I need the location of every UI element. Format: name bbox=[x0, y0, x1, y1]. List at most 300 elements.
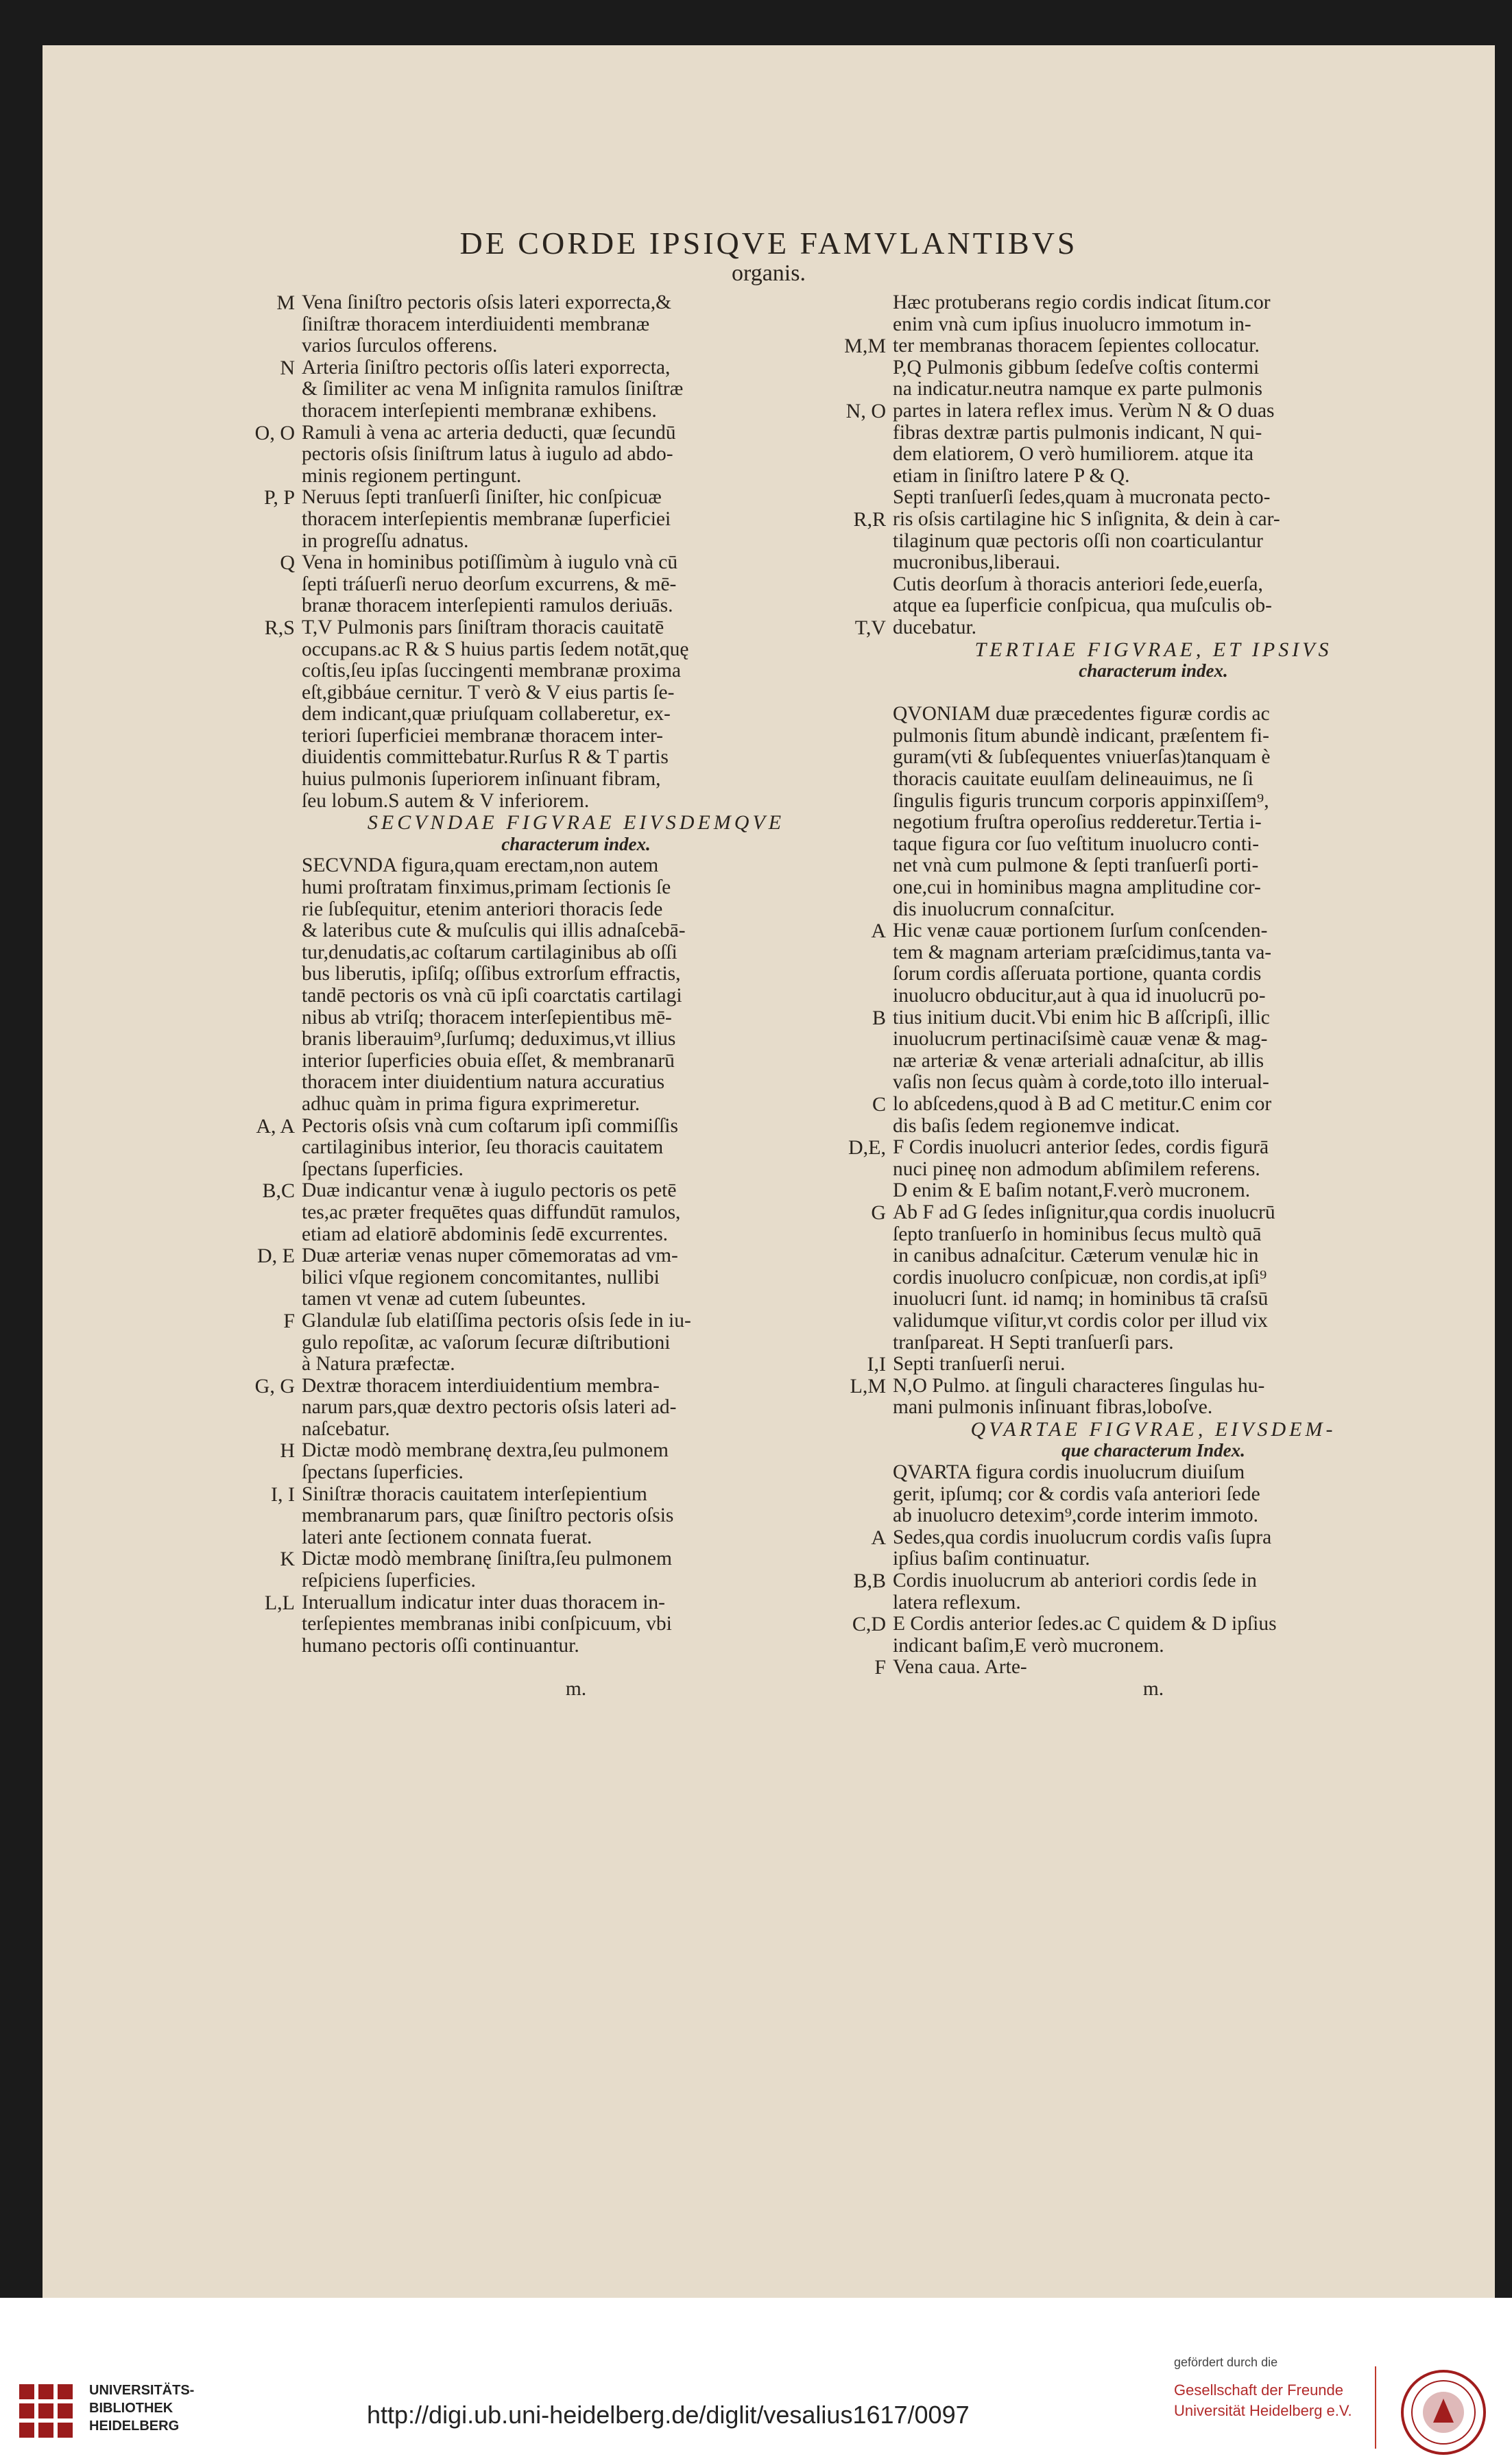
line-text: indicant baſim,E verò mucronem. bbox=[893, 1635, 1164, 1657]
line-text: Vena in hominibus potiſſimùm à iugulo vnà cū bbox=[302, 552, 678, 574]
line-text: F Cordis inuolucri anterior ſedes, cordis figurā bbox=[893, 1137, 1269, 1159]
text-line bbox=[233, 422, 850, 444]
text-line bbox=[811, 1094, 1414, 1116]
line-text: enim vnà cum ipſius inuolucro immotum in- bbox=[893, 313, 1251, 335]
line-text: & ſimiliter ac vena M inſignita ramulos ſiniſtræ bbox=[302, 379, 684, 400]
figure-key-marker bbox=[233, 942, 302, 964]
line-text: ſingulis figuris truncum corporis appinxiſſem⁹, bbox=[893, 790, 1269, 812]
line-text: Glandulæ ſub elatiſſima pectoris oſsis ſede in iu- bbox=[302, 1310, 691, 1332]
figure-key-marker bbox=[811, 1072, 893, 1094]
line-text: naſcebatur. bbox=[302, 1418, 390, 1440]
text-line bbox=[233, 1548, 850, 1570]
line-text: Interuallum indicatur inter duas thoracem in- bbox=[302, 1592, 665, 1613]
figure-key-marker: N, O bbox=[845, 399, 886, 422]
footer-divider bbox=[1375, 2366, 1376, 2449]
text-line bbox=[811, 1310, 1414, 1332]
text-line bbox=[811, 595, 1414, 617]
line-text: T,V Pulmonis pars ſiniſtram thoracis cauitatē bbox=[302, 616, 664, 638]
text-line bbox=[811, 1354, 1414, 1376]
figure-key-marker bbox=[233, 1613, 302, 1635]
figure-key-marker: M bbox=[276, 291, 295, 314]
text-line bbox=[233, 1072, 850, 1094]
text-line bbox=[233, 1613, 850, 1635]
text-line bbox=[233, 1440, 850, 1462]
figure-key-marker bbox=[233, 1527, 302, 1549]
text-line bbox=[811, 574, 1414, 596]
figure-key-marker bbox=[811, 1397, 893, 1419]
text-line bbox=[233, 1376, 850, 1397]
library-name: UNIVERSITÄTS- BIBLIOTHEK HEIDELBERG bbox=[89, 2383, 195, 2434]
text-line bbox=[233, 1007, 850, 1029]
text-line bbox=[811, 920, 1414, 942]
line-text: Siniſtræ thoracis cauitatem interſepientium bbox=[302, 1483, 647, 1505]
page-header: DE CORDE IPSIQVE FAMVLANTIBVS bbox=[459, 226, 1078, 261]
line-text: ſepto tranſuerſo in hominibus ſecus multò quā bbox=[893, 1223, 1262, 1245]
text-line bbox=[811, 552, 1414, 574]
line-text: net vnà cum pulmone & ſepti tranſuerſi porti- bbox=[893, 855, 1259, 877]
text-line bbox=[811, 1657, 1414, 1679]
text-line bbox=[233, 1116, 850, 1138]
text-line bbox=[233, 357, 850, 379]
text-line bbox=[233, 1592, 850, 1614]
line-text: inuolucri ſunt. id namq; in hominibus tā craſsū bbox=[893, 1288, 1269, 1310]
line-text: Cutis deorſum à thoracis anteriori ſede,euerſa, bbox=[893, 573, 1263, 595]
figure-key-marker bbox=[233, 1679, 302, 1701]
line-text: teriori ſuperficiei membranæ thoracem inter- bbox=[302, 725, 663, 747]
line-text: SECVNDAE FIGVRAE EIVSDEMQVE bbox=[367, 812, 785, 834]
figure-key-marker bbox=[233, 747, 302, 769]
line-text: thoracem interſepienti membranæ exhibens. bbox=[302, 400, 657, 422]
line-text: tandē pectoris os vnà cū ipſi coarctatis cartilagi bbox=[302, 985, 682, 1007]
text-line bbox=[233, 1505, 850, 1527]
line-text: occupans.ac R & S huius partis ſedem notāt,quę bbox=[302, 638, 689, 660]
line-text: vaſis non ſecus quàm à corde,toto illo interual- bbox=[893, 1072, 1269, 1094]
line-text: TERTIAE FIGVRAE, ET IPSIVS bbox=[974, 638, 1332, 661]
line-text: negotium fruſtra operoſius redderetur.Tertia i- bbox=[893, 812, 1262, 834]
text-line bbox=[233, 466, 850, 488]
line-text: ab inuolucro detexim⁹,corde interim immoto. bbox=[893, 1505, 1258, 1527]
text-line bbox=[811, 1007, 1414, 1029]
figure-key-marker bbox=[233, 1462, 302, 1484]
text-line bbox=[811, 1116, 1414, 1138]
figure-key-marker bbox=[233, 1505, 302, 1527]
figure-key-marker bbox=[811, 834, 893, 856]
line-text: coſtis,ſeu ipſas ſuccingenti membranæ proxima bbox=[302, 660, 681, 682]
figure-key-marker bbox=[233, 1094, 302, 1116]
line-text: eſt,gibbáue cernitur. T verò & V eius partis ſe- bbox=[302, 682, 675, 704]
text-line bbox=[811, 834, 1414, 856]
line-text: nuci pineę non admodum abſimilem referens. bbox=[893, 1158, 1260, 1180]
line-text: tius initium ducit.Vbi enim hic B aſſcripſi, illic bbox=[893, 1007, 1270, 1029]
figure-key-marker bbox=[233, 1051, 302, 1072]
figure-key-marker bbox=[811, 1288, 893, 1310]
line-text: terſepientes membranas inibi conſpicuum, vbi bbox=[302, 1613, 672, 1635]
text-line bbox=[811, 1051, 1414, 1072]
line-text: Septi tranſuerſi ſedes,quam à mucronata pecto- bbox=[893, 487, 1271, 509]
text-line bbox=[811, 1202, 1414, 1224]
figure-key-marker: O, O bbox=[254, 421, 295, 444]
figure-key-marker bbox=[233, 1419, 302, 1441]
line-text: ris oſsis cartilagine hic S inſignita, & dein à car- bbox=[893, 508, 1280, 530]
line-text: fibras dextræ partis pulmonis indicant, N qui- bbox=[893, 422, 1262, 444]
figure-key-marker bbox=[233, 769, 302, 791]
line-text: Arteria ſiniſtro pectoris oſſis lateri exporrecta, bbox=[302, 357, 671, 379]
line-text: Duæ arteriæ venas nuper cōmemoratas ad vm- bbox=[302, 1245, 678, 1267]
line-text: etiam ad elatiorē abdominis ſedē excurrentes. bbox=[302, 1223, 669, 1245]
line-text: SECVNDA figura,quam erectam,non autem bbox=[302, 855, 659, 877]
text-line bbox=[233, 899, 850, 921]
text-line bbox=[233, 1635, 850, 1657]
text-line bbox=[811, 422, 1414, 444]
text-line bbox=[811, 1376, 1414, 1397]
figure-key-marker bbox=[233, 1137, 302, 1159]
line-text: taque figura cor ſuo veſtitum inuolucro conti- bbox=[893, 833, 1260, 855]
figure-key-marker bbox=[811, 1548, 893, 1570]
text-line bbox=[233, 1180, 850, 1202]
figure-key-marker: P, P bbox=[263, 486, 295, 509]
line-text: tur,denudatis,ac coſtarum cartilaginibus ab oſſi bbox=[302, 941, 677, 963]
figure-key-marker bbox=[233, 400, 302, 422]
text-line bbox=[233, 747, 850, 769]
figure-key-marker bbox=[233, 1072, 302, 1094]
figure-key-marker bbox=[811, 1029, 893, 1051]
text-line bbox=[811, 1072, 1414, 1094]
text-line bbox=[811, 1029, 1414, 1051]
line-text: thoracis cauitate euulſam delineauimus, ne ſi bbox=[893, 769, 1253, 791]
figure-key-marker bbox=[811, 1224, 893, 1246]
figure-key-marker: H bbox=[280, 1439, 295, 1463]
line-text: m. bbox=[1142, 1679, 1164, 1700]
line-text: N,O Pulmo. at ſinguli characteres ſingulas hu- bbox=[893, 1375, 1265, 1397]
figure-key-marker bbox=[811, 877, 893, 899]
text-line bbox=[811, 1484, 1414, 1506]
text-line bbox=[811, 704, 1414, 725]
text-line bbox=[233, 1657, 850, 1679]
line-text: tranſpareat. H Septi tranſuerſi pars. bbox=[893, 1332, 1174, 1354]
figure-key-marker bbox=[233, 899, 302, 921]
text-line bbox=[811, 400, 1414, 422]
figure-key-marker bbox=[233, 574, 302, 596]
figure-key-marker bbox=[233, 920, 302, 942]
figure-key-marker bbox=[811, 1116, 893, 1138]
line-text: dis inuolucrum connaſcitur. bbox=[893, 898, 1115, 920]
text-line bbox=[233, 1354, 850, 1376]
line-text: in progreſſu adnatus. bbox=[302, 530, 469, 552]
text-line bbox=[811, 1288, 1414, 1310]
book-page bbox=[43, 45, 1495, 2298]
line-text: lateri ante ſectionem connata fuerat. bbox=[302, 1526, 592, 1548]
text-line bbox=[811, 1462, 1414, 1484]
text-line bbox=[233, 1137, 850, 1159]
line-text: Ramuli à vena ac arteria deducti, quæ ſecundū bbox=[302, 422, 676, 444]
line-text: Dictæ modò membranę ſiniſtra,ſeu pulmonem bbox=[302, 1548, 672, 1570]
figure-key-marker: D,E, bbox=[848, 1136, 886, 1160]
text-line bbox=[233, 855, 850, 877]
line-text: etiam in ſiniſtro latere P & Q. bbox=[893, 465, 1130, 487]
line-text: huius pulmonis ſuperiorem inſinuant fibram, bbox=[302, 769, 661, 791]
figure-key-marker bbox=[233, 335, 302, 357]
line-text: næ arteriæ & venæ arteriali adnaſcitur, ab illis bbox=[893, 1050, 1264, 1072]
figure-key-marker bbox=[811, 422, 893, 444]
text-line bbox=[233, 1570, 850, 1592]
text-line bbox=[811, 509, 1414, 531]
figure-key-marker: N bbox=[280, 356, 295, 379]
text-line bbox=[811, 682, 1414, 704]
line-text: cordis inuolucro conſpicuæ, non cordis,at ipſi⁹ bbox=[893, 1266, 1267, 1288]
line-text bbox=[302, 1657, 850, 1679]
line-text: inuolucrum pertinaciſsimè cauæ venæ & mag- bbox=[893, 1029, 1268, 1051]
figure-key-marker bbox=[233, 1354, 302, 1376]
figure-key-marker bbox=[811, 487, 893, 509]
line-text: ſpectans ſuperficies. bbox=[302, 1158, 464, 1180]
line-text: atque ea ſuperficie conſpicua, qua muſculis ob- bbox=[893, 595, 1272, 617]
funding-note: gefördert durch die bbox=[1174, 2355, 1278, 2369]
line-text: interior ſuperficies obuia eſſet, & membranarū bbox=[302, 1050, 675, 1072]
figure-key-marker: F bbox=[283, 1309, 295, 1332]
line-text: Hic venæ cauæ portionem ſurſum conſcenden- bbox=[893, 920, 1268, 942]
text-line bbox=[233, 1202, 850, 1224]
figure-key-marker: F bbox=[874, 1656, 886, 1679]
line-text: humano pectoris oſſi continuantur. bbox=[302, 1635, 579, 1657]
figure-key-marker bbox=[233, 660, 302, 682]
text-line bbox=[233, 704, 850, 725]
line-text: branis liberauim⁹,ſurſumq; deduximus,vt illius bbox=[302, 1029, 676, 1051]
figure-key-marker bbox=[233, 682, 302, 704]
line-text: QVONIAM duæ præcedentes figuræ cordis ac bbox=[893, 704, 1270, 725]
line-text: à Natura præfectæ. bbox=[302, 1354, 455, 1376]
figure-key-marker bbox=[233, 1288, 302, 1310]
figure-key-marker bbox=[811, 1159, 893, 1181]
line-text: Neruus ſepti tranſuerſi ſiniſter, hic conſpicuæ bbox=[302, 487, 662, 509]
line-text: thoracem interſepientis membranæ ſuperficiei bbox=[302, 508, 671, 530]
text-line bbox=[811, 1332, 1414, 1354]
line-text: bilici vſque regionem concomitantes, nullibi bbox=[302, 1266, 660, 1288]
figure-key-marker bbox=[233, 1657, 302, 1679]
figure-key-marker bbox=[233, 704, 302, 725]
text-line bbox=[811, 1570, 1414, 1592]
text-line bbox=[233, 595, 850, 617]
line-text: Dextræ thoracem interdiuidentium membra- bbox=[302, 1375, 660, 1397]
text-line bbox=[233, 1419, 850, 1441]
line-text: inuolucro obducitur,aut à qua id inuolucrū po- bbox=[893, 985, 1266, 1007]
line-text: adhuc quàm in prima figura exprimeretur. bbox=[302, 1093, 640, 1115]
text-line bbox=[233, 725, 850, 747]
section-heading bbox=[233, 812, 850, 834]
line-text: Cordis inuolucrum ab anteriori cordis ſede in bbox=[893, 1570, 1257, 1592]
text-line bbox=[811, 1592, 1414, 1614]
figure-key-marker bbox=[811, 552, 893, 574]
text-line bbox=[811, 1635, 1414, 1657]
text-line bbox=[233, 1288, 850, 1310]
text-line bbox=[811, 725, 1414, 747]
line-text: ſorum cordis aſſeruata portione, quanta cordis bbox=[893, 963, 1262, 985]
line-text: characterum index. bbox=[501, 833, 651, 854]
text-line bbox=[233, 1310, 850, 1332]
figure-key-marker bbox=[811, 769, 893, 791]
figure-key-marker bbox=[811, 660, 893, 682]
line-text: validumque viſitur,vt cordis color per illud vix bbox=[893, 1310, 1268, 1332]
text-line bbox=[811, 1527, 1414, 1549]
text-line bbox=[811, 812, 1414, 834]
figure-key-marker bbox=[811, 1267, 893, 1289]
line-text: QVARTAE FIGVRAE, EIVSDEM- bbox=[970, 1418, 1336, 1441]
line-text: diuidentis committebatur.Rurſus R & T partis bbox=[302, 747, 669, 769]
text-line bbox=[811, 899, 1414, 921]
society-name: Gesellschaft der Freunde Universität Heidelberg e.V. bbox=[1174, 2381, 1352, 2419]
figure-key-marker bbox=[811, 725, 893, 747]
text-line bbox=[233, 379, 850, 400]
left-column bbox=[233, 292, 850, 1701]
figure-key-marker bbox=[233, 1635, 302, 1657]
line-text: thoracem inter diuidentium natura accuratius bbox=[302, 1072, 665, 1094]
figure-key-marker bbox=[811, 1462, 893, 1484]
figure-key-marker: I, I bbox=[271, 1482, 295, 1506]
figure-key-marker bbox=[811, 682, 893, 704]
text-line bbox=[811, 314, 1414, 336]
figure-key-marker bbox=[811, 942, 893, 964]
text-line bbox=[233, 963, 850, 985]
text-line bbox=[811, 855, 1414, 877]
text-line bbox=[233, 1397, 850, 1419]
text-line bbox=[811, 1245, 1414, 1267]
line-text: D enim & E baſim notant,F.verò mucronem. bbox=[893, 1180, 1251, 1202]
text-line bbox=[233, 617, 850, 639]
figure-key-marker bbox=[811, 639, 893, 661]
line-text: gerit, ipſumq; cor & cordis vaſa anteriori ſede bbox=[893, 1483, 1260, 1505]
text-line bbox=[233, 335, 850, 357]
right-column bbox=[811, 292, 1414, 1701]
figure-key-marker bbox=[233, 1159, 302, 1181]
figure-key-marker: B,B bbox=[853, 1570, 886, 1593]
text-line bbox=[233, 791, 850, 813]
figure-key-marker bbox=[811, 1592, 893, 1614]
line-text: E Cordis anterior ſedes.ac C quidem & D ipſius bbox=[893, 1613, 1277, 1635]
figure-key-marker bbox=[811, 379, 893, 400]
text-line bbox=[811, 1505, 1414, 1527]
figure-key-marker bbox=[811, 1635, 893, 1657]
text-line bbox=[811, 1679, 1414, 1701]
line-text: tes,ac præter frequētes quas diffundūt ramulos, bbox=[302, 1201, 681, 1223]
line-text: pulmonis ſitum abundè indicant, præſentem fi- bbox=[893, 725, 1269, 747]
text-line bbox=[233, 1332, 850, 1354]
text-line bbox=[811, 357, 1414, 379]
line-text: Hæc protuberans regio cordis indicat ſitum.cor bbox=[893, 292, 1271, 313]
text-line bbox=[233, 920, 850, 942]
figure-key-marker bbox=[233, 834, 302, 856]
line-text: ipſius baſim continuatur. bbox=[893, 1548, 1090, 1570]
text-line bbox=[233, 574, 850, 596]
figure-key-marker bbox=[811, 1419, 893, 1441]
line-text: tem & magnam arteriam præſcidimus,tanta va- bbox=[893, 941, 1272, 963]
figure-key-marker bbox=[811, 963, 893, 985]
figure-key-marker bbox=[233, 1224, 302, 1246]
figure-key-marker bbox=[811, 1310, 893, 1332]
line-text: que characterum Index. bbox=[1061, 1440, 1245, 1461]
text-line bbox=[811, 1613, 1414, 1635]
text-line bbox=[811, 769, 1414, 791]
text-line bbox=[233, 1462, 850, 1484]
line-text: one,cui in hominibus magna amplitudine cor- bbox=[893, 877, 1261, 899]
figure-key-marker bbox=[233, 444, 302, 466]
text-line bbox=[811, 335, 1414, 357]
figure-key-marker: C,D bbox=[852, 1613, 886, 1636]
line-text: ducebatur. bbox=[893, 616, 977, 638]
text-line bbox=[811, 985, 1414, 1007]
figure-key-marker: A bbox=[871, 1526, 886, 1549]
text-line bbox=[233, 531, 850, 553]
line-text: Vena caua. Arte- bbox=[893, 1657, 1027, 1679]
figure-key-marker bbox=[233, 1397, 302, 1419]
line-text: Septi tranſuerſi nerui. bbox=[893, 1354, 1066, 1376]
figure-key-marker bbox=[811, 595, 893, 617]
figure-key-marker bbox=[233, 791, 302, 813]
text-line bbox=[811, 292, 1414, 314]
figure-key-marker bbox=[811, 531, 893, 553]
figure-key-marker: R,S bbox=[264, 616, 295, 639]
line-text: Ab F ad G ſedes inſignitur,qua cordis inuolucrū bbox=[893, 1201, 1275, 1223]
text-line bbox=[233, 1094, 850, 1116]
text-line bbox=[233, 509, 850, 531]
figure-key-marker bbox=[811, 791, 893, 813]
figure-key-marker bbox=[811, 1245, 893, 1267]
text-line bbox=[233, 552, 850, 574]
figure-key-marker bbox=[811, 1332, 893, 1354]
line-text: ſiniſtræ thoracem interdiuidenti membranæ bbox=[302, 313, 650, 335]
permalink-link[interactable]: http://digi.ub.uni-heidelberg.de/diglit/vesalius1617/0097 bbox=[367, 2401, 970, 2429]
figure-key-marker bbox=[233, 595, 302, 617]
figure-key-marker bbox=[233, 314, 302, 336]
text-line bbox=[811, 747, 1414, 769]
line-text: na indicatur.neutra namque ex parte pulmonis bbox=[893, 379, 1263, 400]
line-text: QVARTA figura cordis inuolucrum diuiſum bbox=[893, 1462, 1245, 1484]
text-line bbox=[233, 639, 850, 661]
text-line bbox=[811, 1159, 1414, 1181]
line-text: in canibus adnaſcitur. Cæterum venulæ hic in bbox=[893, 1245, 1259, 1267]
figure-key-marker bbox=[233, 725, 302, 747]
figure-key-marker: T,V bbox=[854, 616, 886, 639]
figure-key-marker bbox=[811, 466, 893, 488]
text-line bbox=[233, 487, 850, 509]
line-text: mucronibus,liberaui. bbox=[893, 552, 1061, 574]
figure-key-marker bbox=[233, 531, 302, 553]
line-text: pectoris oſsis ſiniſtrum latus à iugulo ad abdo- bbox=[302, 444, 673, 466]
text-line bbox=[811, 617, 1414, 639]
figure-key-marker bbox=[233, 1267, 302, 1289]
figure-key-marker bbox=[233, 1202, 302, 1224]
line-text: Duæ indicantur venæ à iugulo pectoris os petē bbox=[302, 1180, 677, 1202]
section-heading bbox=[811, 1419, 1414, 1441]
text-line bbox=[811, 963, 1414, 985]
line-text: Sedes,qua cordis inuolucrum cordis vaſis ſupra bbox=[893, 1526, 1272, 1548]
section-heading bbox=[233, 834, 850, 856]
line-text: dem elatiorem, O verò humiliorem. atque ita bbox=[893, 444, 1253, 466]
figure-key-marker bbox=[811, 855, 893, 877]
figure-key-marker bbox=[233, 1332, 302, 1354]
figure-key-marker: M,M bbox=[844, 335, 886, 358]
text-line bbox=[811, 942, 1414, 964]
figure-key-marker bbox=[811, 444, 893, 466]
text-line bbox=[811, 531, 1414, 553]
text-line bbox=[233, 660, 850, 682]
text-line bbox=[233, 769, 850, 791]
text-line bbox=[233, 877, 850, 899]
text-line bbox=[233, 1527, 850, 1549]
figure-key-marker bbox=[811, 704, 893, 725]
figure-key-marker: G, G bbox=[254, 1374, 295, 1397]
line-text: ſeu lobum.S autem & V inferiorem. bbox=[302, 790, 590, 812]
text-line bbox=[233, 1051, 850, 1072]
text-line bbox=[233, 1484, 850, 1506]
